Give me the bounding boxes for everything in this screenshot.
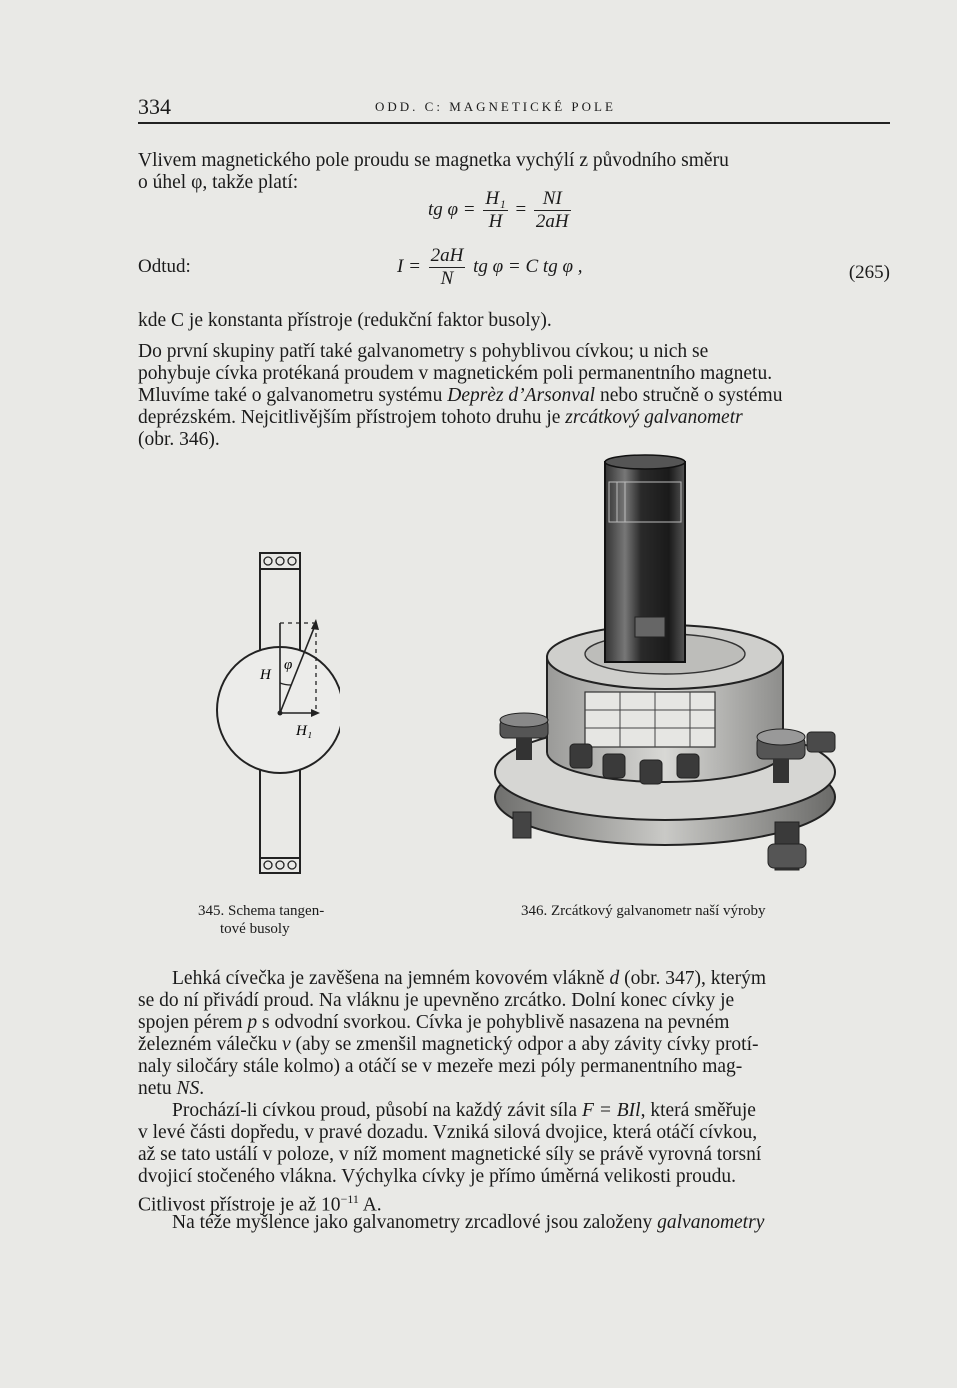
figure-346-caption: 346. Zrcátkový galvanometr naší výroby: [521, 903, 766, 919]
paragraph-coil: Lehká cívečka je zavěšena na jemném kovovém vlákně d (obr. 347), kterým: [172, 968, 766, 989]
terminal-top: [260, 553, 300, 569]
fraction: $\frac{NI}{2aH}$: [535, 188, 569, 232]
paragraph-force: Prochází-li cívkou proud, působí na každý závit síla F = BIl, která směřuje: [172, 1100, 756, 1121]
equation-number: (265): [848, 262, 890, 283]
text-line: Vlivem magnetického pole proudu se magnetka vychýlí z původního směru: [138, 150, 729, 171]
page-number: 334: [138, 94, 171, 119]
figure-tangent-compass: [210, 545, 340, 880]
fraction: $\frac{\text{H₁}}{H}$: [485, 188, 506, 232]
equation-tangent: tg φ = $\frac{\text{H₁}}{H}$ = $\frac{NI}{2aH}$: [428, 188, 569, 232]
compass-circle: [217, 647, 340, 773]
figure-345-caption: 345. Schema tangen- tové busoly: [198, 903, 325, 937]
paragraph-galvanometers: Do první skupiny patří také galvanometry s pohyblivou cívkou; u nich se pohybuje cívka protékaná proudem v magnetickém poli permanentního magnetu. Mluvíme také o galvanometru systému Deprèz d’Arsonval nebo stručně o systému deprézském. Nejcitlivějším přístrojem tohoto druhu je zrcátkový galvanometr (obr. 346).: [138, 341, 783, 450]
label-H1: H₁: [296, 723, 313, 739]
header-rule: [138, 122, 890, 124]
label-phi: φ: [284, 657, 293, 673]
running-head: ODD. C: MAGNETICKÉ POLE: [375, 99, 616, 114]
equation-label: Odtud:: [138, 256, 191, 277]
figure-mirror-galvanometer: [485, 452, 850, 892]
paragraph-coil-cont: se do ní přivádí proud. Na vláknu je upevněno zrcátko. Dolní konec cívky je spojen pérem p s odvodní svorkou. Cívka je pohyblivě nasazena na pevném železném válečku v (aby se zmenšil magnetický odpor a aby závity cívky protí- naly siločáry stále kolmo) a otáčí se v mezeře mezi póly permanentního mag- netu NS.: [138, 990, 759, 1099]
equation-current: I = $\frac{2aH}{N}$ tg φ = C tg φ ,: [397, 245, 583, 289]
paragraph-constant: kde C je konstanta přístroje (redukční faktor busoly).: [138, 310, 552, 331]
label-H: H: [260, 667, 271, 683]
paragraph-last: Na téže myšlence jako galvanometry zrcadlové jsou založeny galvanometry: [172, 1212, 765, 1233]
text-line: o úhel φ, takže platí:: [138, 172, 299, 193]
paragraph-force-cont: v levé části dopředu, v pravé dozadu. Vzniká silová dvojice, která otáčí cívkou, až se tato ustálí v poloze, v níž moment magnetické síly se právě vyrovná torsní dvojicí stočeného vlákna. Výchylka cívky je přímo úměrná velikosti proudu. Citlivost přístroje je až $10^{-11}$ A.: [138, 1122, 762, 1216]
terminal-bottom: [260, 858, 300, 873]
fraction: $\frac{2aH}{N}$: [430, 245, 464, 289]
